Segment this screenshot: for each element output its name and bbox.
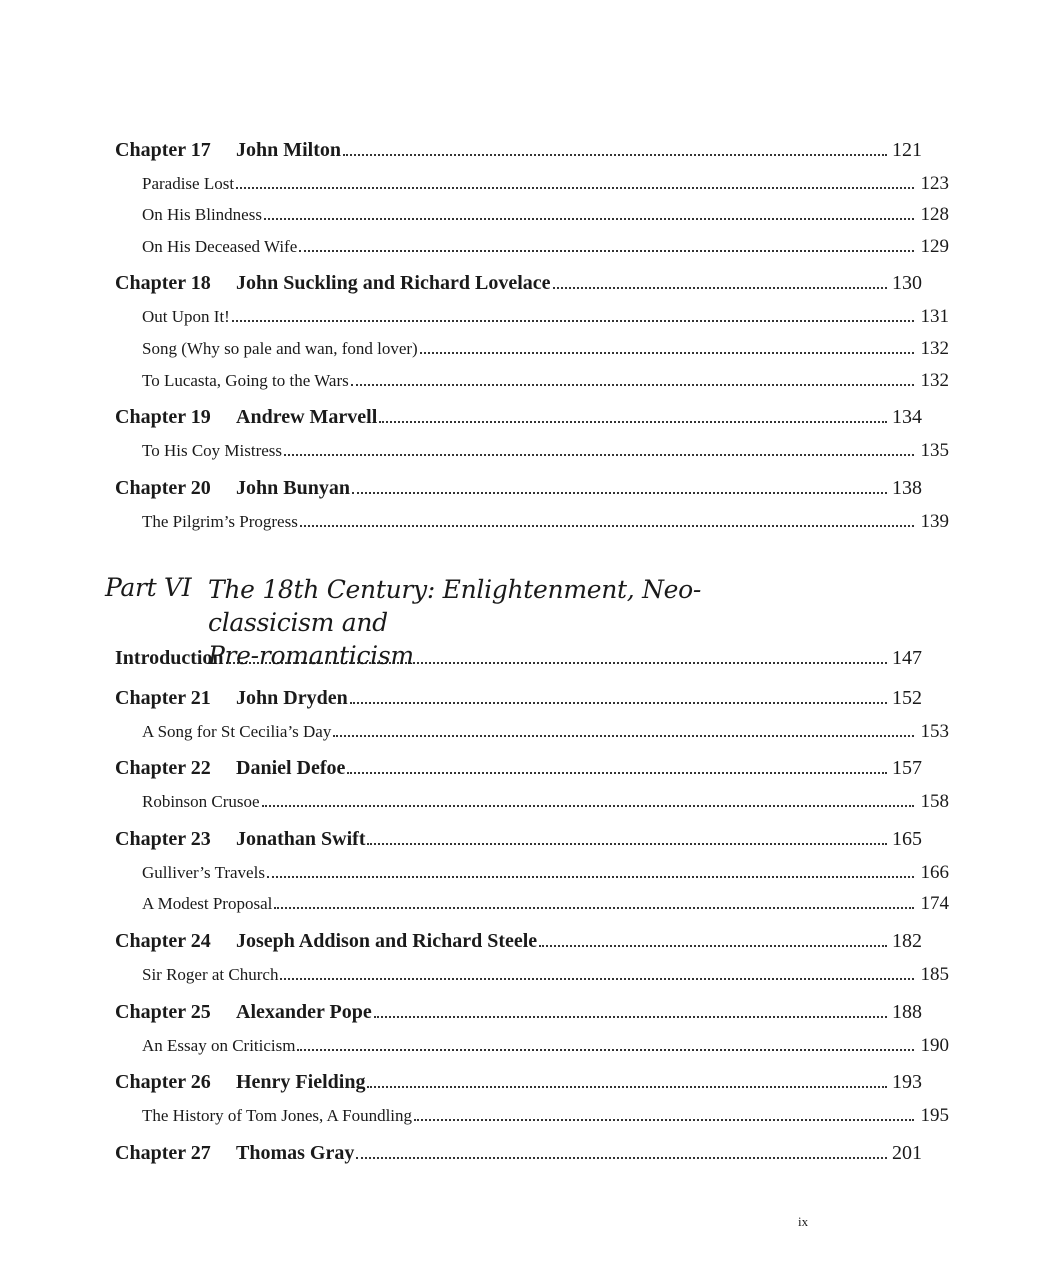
toc-entry[interactable] — [0, 791, 1042, 813]
entry-title: Robinson Crusoe — [142, 792, 260, 811]
dot-leader — [553, 286, 887, 289]
page-ref: 158 — [920, 791, 949, 812]
chapter-number: Chapter 18 — [115, 272, 211, 294]
toc-entry-lead — [142, 441, 917, 461]
toc-entry-lead — [142, 205, 917, 225]
page-ref: 201 — [892, 1142, 922, 1164]
chapter-number: Chapter 25 — [115, 1001, 211, 1023]
page-ref: 123 — [920, 173, 949, 194]
toc-entry-lead — [115, 1001, 890, 1024]
chapter-title: Introduction — [115, 647, 224, 669]
toc-chapter[interactable] — [0, 477, 1015, 500]
dot-leader — [374, 1015, 887, 1018]
page-ref: 139 — [920, 511, 949, 532]
chapter-title: John Milton — [236, 139, 342, 161]
toc-chapter[interactable] — [0, 139, 1015, 162]
dot-leader — [333, 734, 914, 737]
entry-title: Out Upon It! — [142, 307, 230, 326]
dot-leader — [367, 1085, 887, 1088]
chapter-number: Chapter 23 — [115, 828, 211, 850]
page-ref: 193 — [892, 1071, 922, 1093]
toc-entry[interactable] — [0, 306, 1042, 328]
dot-leader — [274, 906, 914, 909]
dot-leader — [347, 771, 887, 774]
toc-entry[interactable] — [0, 204, 1042, 226]
chapter-number: Chapter 22 — [115, 757, 211, 779]
page-ref: 121 — [892, 139, 922, 161]
page-ref: 130 — [892, 272, 922, 294]
toc-entry-lead — [115, 687, 890, 710]
page-ref: 157 — [892, 757, 922, 779]
chapter-title: Andrew Marvell — [236, 406, 378, 428]
entry-title: Paradise Lost — [142, 174, 235, 193]
entry-title: An Essay on Criticism — [142, 1036, 296, 1055]
entry-title: On His Blindness — [142, 205, 262, 224]
page-ref: 128 — [920, 204, 949, 225]
chapter-title: John Dryden — [236, 687, 348, 709]
toc-chapter[interactable] — [0, 930, 1015, 953]
page-ref: 182 — [892, 930, 922, 952]
chapter-number: Chapter 24 — [115, 930, 211, 952]
chapter-number: Chapter 21 — [115, 687, 211, 709]
toc-entry[interactable] — [0, 1035, 1042, 1057]
toc-entry-lead — [142, 237, 917, 257]
page-ref: 185 — [920, 964, 949, 985]
toc-entry-lead — [115, 406, 890, 429]
dot-leader — [264, 217, 914, 220]
toc-chapter[interactable] — [0, 1071, 1015, 1094]
part-title-line: Pre-romanticism — [208, 641, 414, 670]
dot-leader — [297, 1048, 914, 1051]
toc-entry-lead — [142, 371, 917, 391]
toc-entry[interactable] — [0, 173, 1042, 195]
toc-entry[interactable] — [0, 511, 1042, 533]
toc-entry-lead — [142, 339, 917, 359]
toc-entry[interactable] — [0, 370, 1042, 392]
toc-entry-lead — [115, 757, 890, 780]
toc-entry[interactable] — [0, 893, 1042, 915]
dot-leader — [351, 383, 914, 386]
toc-chapter[interactable] — [0, 757, 1015, 780]
entry-title: A Song for St Cecilia’s Day — [142, 722, 332, 741]
chapter-number: Chapter 20 — [115, 477, 211, 499]
toc-entry-lead — [142, 307, 917, 327]
dot-leader — [236, 186, 914, 189]
dot-leader — [420, 351, 914, 354]
entry-title: On His Deceased Wife — [142, 237, 298, 256]
dot-leader — [379, 420, 887, 423]
toc-chapter[interactable] — [0, 406, 1015, 429]
entry-title: The History of Tom Jones, A Foundling — [142, 1106, 413, 1125]
chapter-title: Thomas Gray — [236, 1142, 355, 1164]
dot-leader — [539, 944, 887, 947]
dot-leader — [262, 804, 914, 807]
toc-chapter[interactable] — [0, 1142, 1015, 1165]
dot-leader — [280, 977, 914, 980]
toc-entry-lead — [142, 965, 917, 985]
chapter-title: Alexander Pope — [236, 1001, 372, 1023]
chapter-number: Chapter 27 — [115, 1142, 211, 1164]
toc-entry[interactable] — [0, 862, 1042, 884]
page-ref: 190 — [920, 1035, 949, 1056]
toc-entry[interactable] — [0, 721, 1042, 743]
toc-entry-lead — [142, 863, 917, 883]
page-ref: 131 — [920, 306, 949, 327]
entry-title: The Pilgrim’s Progress — [142, 512, 298, 531]
page-ref: 195 — [920, 1105, 949, 1126]
dot-leader — [414, 1118, 914, 1121]
page-ref: 129 — [920, 236, 949, 257]
chapter-number: Chapter 26 — [115, 1071, 211, 1093]
page-ref: 188 — [892, 1001, 922, 1023]
entry-title: A Modest Proposal — [142, 894, 273, 913]
dot-leader — [267, 875, 914, 878]
dot-leader — [299, 249, 914, 252]
entry-title: To Lucasta, Going to the Wars — [142, 371, 349, 390]
part-heading — [105, 573, 768, 672]
part-title — [208, 573, 768, 672]
chapter-title: Daniel Defoe — [236, 757, 346, 779]
chapter-title: Henry Fielding — [236, 1071, 366, 1093]
toc-entry-lead — [142, 792, 917, 812]
toc-chapter[interactable] — [0, 272, 1015, 295]
toc-entry-lead — [142, 1106, 917, 1126]
toc-entry-lead — [142, 894, 917, 914]
toc-chapter[interactable] — [0, 687, 1015, 710]
toc-chapter[interactable] — [0, 828, 1015, 851]
page-ref: 165 — [892, 828, 922, 850]
toc-entry[interactable] — [0, 338, 1042, 360]
toc-entry-lead — [115, 930, 890, 953]
chapter-title: Jonathan Swift — [236, 828, 366, 850]
entry-title: Song (Why so pale and wan, fond lover) — [142, 339, 418, 358]
page-ref: 174 — [920, 893, 949, 914]
toc-entry[interactable] — [0, 1105, 1042, 1127]
page-number: ix — [798, 1214, 809, 1229]
page-ref: 135 — [920, 440, 949, 461]
page-ref: 147 — [892, 647, 922, 669]
chapter-title: Joseph Addison and Richard Steele — [236, 930, 538, 952]
toc-entry-lead — [115, 828, 890, 851]
toc-entry[interactable] — [0, 440, 1042, 462]
toc-entry[interactable] — [0, 964, 1042, 986]
dot-leader — [232, 319, 914, 322]
toc-entry-lead — [142, 1036, 917, 1056]
dot-leader — [300, 524, 914, 527]
toc-entry-lead — [142, 512, 917, 532]
page-ref: 132 — [920, 338, 949, 359]
entry-title: Gulliver’s Travels — [142, 863, 265, 882]
toc-entry-lead — [115, 477, 890, 500]
chapter-title: John Bunyan — [236, 477, 350, 499]
dot-leader — [352, 491, 887, 494]
toc-entry-lead — [142, 722, 917, 742]
toc-entry-lead — [142, 174, 917, 194]
toc-entry[interactable] — [0, 236, 1042, 258]
page-ref: 152 — [892, 687, 922, 709]
dot-leader — [367, 842, 887, 845]
entry-title: Sir Roger at Church — [142, 965, 279, 984]
dot-leader — [284, 453, 914, 456]
page-ref: 138 — [892, 477, 922, 499]
dot-leader — [343, 153, 887, 156]
toc-entry-lead — [115, 139, 890, 162]
chapter-title: John Suckling and Richard Lovelace — [236, 272, 551, 294]
toc-entry-lead — [115, 272, 890, 295]
page-ref: 153 — [920, 721, 949, 742]
toc-chapter[interactable] — [0, 1001, 1015, 1024]
dot-leader — [350, 701, 887, 704]
page-ref: 166 — [920, 862, 949, 883]
dot-leader — [356, 1156, 887, 1159]
entry-title: To His Coy Mistress — [142, 441, 283, 460]
chapter-number: Chapter 17 — [115, 139, 211, 161]
toc-entry-lead — [115, 1071, 890, 1094]
part-title-line: The 18th Century: Enlightenment, Neo-classicism and — [208, 575, 702, 637]
chapter-number: Chapter 19 — [115, 406, 211, 428]
page-ref: 134 — [892, 406, 922, 428]
toc-entry-lead — [115, 1142, 890, 1165]
part-number: Part VI — [105, 573, 192, 602]
page-ref: 132 — [920, 370, 949, 391]
